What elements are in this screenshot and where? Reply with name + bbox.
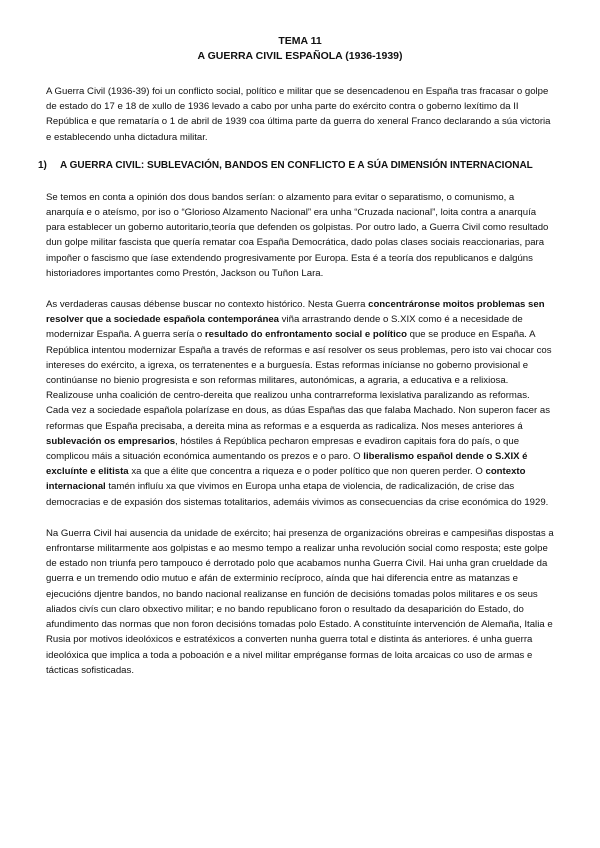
bold-run: contexto internacional: [46, 466, 526, 493]
section-heading: [38, 159, 554, 172]
topic-heading: TEMA 11: [278, 35, 322, 47]
text-run: As verdaderas causas débense buscar no contexto histórico. Nesta Guerra: [46, 299, 369, 311]
text-run: viña arrastrando dende o S.XIX como é a necesidade de modernizar España. A guerra sería o: [46, 314, 523, 341]
document-title: A GUERRA CIVIL ESPAÑOLA (1936-1939): [197, 50, 403, 62]
paragraph-caracteristicas: Na Guerra Civil hai ausencia da unidade de exército; hai presenza de organizacións obreiras e campesiñas dispostas a enfrontarse militarmente aos golpistas e ao mesmo tempo a realizar unha revolución social como resposta; este golpe de estado non triunfa pero tampouco é derrotado polo que acabamos nunha Guerra Civil. Hai unha gran crueldade da guerra e un tremendo odio mutuo e afán de exterminio recíproco, aínda que hai diferencia entre as matanzas e ejecucións djentre bandos, no bando nacional realizanse en función de decisións tomadas polos militares e os seus aliados civís cun claro obxectivo militar; e no bando republicano foron o resultado da desaparición do Estado, do afundimento das normas que non foron decisións tomadas polo Estado. A constituínte intervención de Alemaña, Italia e Rusia por motivos ideolóxicos e estratéxicos a converten nunha guerra total e distinta ás anteriores. é unha guerra ideolóxica que implica a toda a poboación e a nivel militar empréganse formas de loita arcaicas co uso de armas e tácticas sofisticadas.: [46, 527, 554, 676]
text-run: que se produce en España. A República intentou modernizar España a través de reformas e así resolver os seus problemas, pero isto vai chocar cos intereses do exército, a igrexa, os terratenentes e a burguesía. Estas reformas inícianse no goberno provisional e continúanse no bienio progresista e son reformas militares, autonómicas, a agraria, a educativa e a relixiosa. Realizouse unha coalición de centro-dereita que realizou unha contrarreforma lexislativa paralizando as reformas. Cada vez a sociedade española polarízase en dous, as dúas Españas das que falaba Machado. Non superon facer as reformas que España precisaba, a dereita mina as reformas e a esquerda as radicaliza. Nos meses anteriores á: [46, 329, 552, 432]
bold-run: concentráronse moitos problemas sen resolver que a sociedade española contemporánea: [46, 299, 545, 326]
text-run: xa que a élite que concentra a riqueza e o poder político que non queren perder. O: [128, 466, 486, 478]
text-run: tamén influíu xa que vivimos en Europa unha etapa de violencia, de radicalización, de crise das democracias e de expasión dos sistemas totalitarios, ademáis vivimos as consecuencias da crise económica do 1929.: [46, 481, 549, 508]
paragraph-bandos: Se temos en conta a opinión dos dous bandos serían: o alzamento para evitar o separatismo, o comunismo, a anarquía e o ateísmo, por iso o “Glorioso Alzamento Nacional” era unha “Cruzada nacional”, loita contra a anarquía para establecer un goberno autoritario,teoría que defenden os golpistas. Por outro lado, a Guerra Civil como resultado dun golpe militar fascista que quería rematar coa España Democrática, dado polas clases sociais reaccionarias, para impoñer o fascismo que íase extendendo progresivamente por Europa. Esta é a teoría dos republicanos e dalgúns historiadores importantes como Prestón, Jackson ou Tuñon Lara.: [46, 191, 549, 279]
paragraph-causas: [46, 297, 554, 510]
intro-paragraph: A Guerra Civil (1936-39) foi un conflicto social, político e militar que se desencadenou en España tras fracasar o golpe de estado do 17 e 18 de xullo de 1936 levado a cabo por unha parte do exército contra o goberno lexítimo da II República e que remataría o 1 de abril de 1939 coa última parte da guerra do xeneral Franco declarando a súa victoria e establecendo unha dictadura militar.: [46, 86, 551, 143]
bold-run: liberalismo español dende o S.XIX é excluínte e elitista: [46, 451, 528, 478]
text-run: , hóstiles á República pecharon empresas e evadiron capitais fora do país, o que complicou máis a situación económica aumentando os prezos e o paro. O: [46, 435, 520, 463]
bold-run: sublevación os empresarios: [46, 435, 176, 447]
section-title: A GUERRA CIVIL: SUBLEVACIÓN, BANDOS EN CONFLICTO E A SÚA DIMENSIÓN INTERNACIONAL: [60, 159, 533, 171]
section-number: 1): [38, 159, 47, 171]
bold-run: resultado do enfrontamento social e político: [204, 329, 407, 341]
